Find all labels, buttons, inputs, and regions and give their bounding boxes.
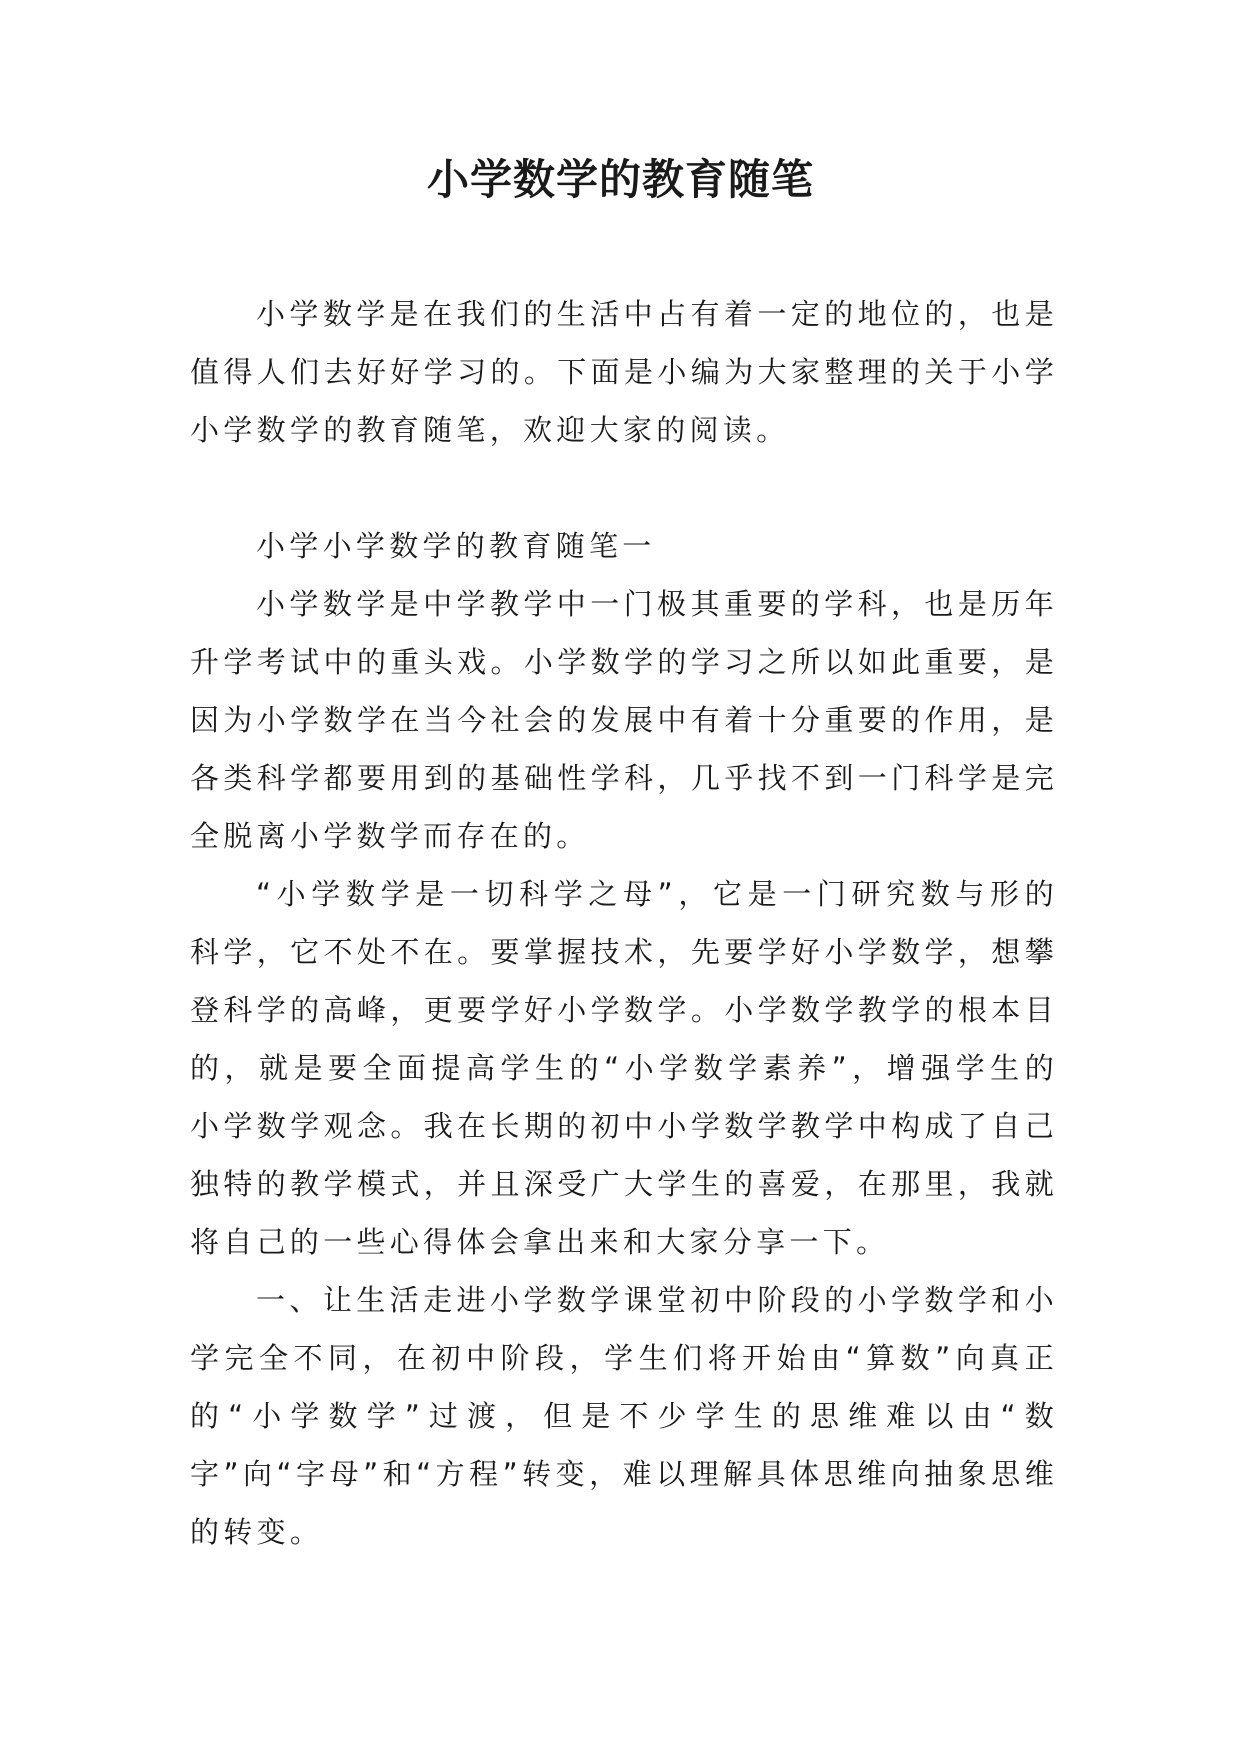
document-title: 小学数学的教育随笔 <box>426 155 814 204</box>
body-paragraph-2: “小学数学是一切科学之母”，它是一门研究数与形的科学，它不处不在。要掌握技术，先要学好小学数学，想攀登科学的高峰，更要学好小学数学。小学数学教学的根本目的，就是要全面提高学生的“小学数学素养”，增强学生的小学数学观念。我在长期的初中小学数学教学中构成了自己独特的教学模式，并且深受广大学生的喜爱，在那里，我就将自己的一些心得体会拿出来和大家分享一下。 <box>190 877 1058 1259</box>
body-paragraph-3: 一、让生活走进小学数学课堂初中阶段的小学数学和小学完全不同，在初中阶段，学生们将开始由“算数”向真正的“小学数学”过渡，但是不少学生的思维难以由“数字”向“字母”和“方程”转变，难以理解具体思维向抽象思维的转变。 <box>190 1283 1058 1549</box>
paragraph-spacer <box>190 459 1058 517</box>
intro-paragraph: 小学数学是在我们的生活中占有着一定的地位的，也是值得人们去好好学习的。下面是小编为大家整理的关于小学小学数学的教育随笔，欢迎大家的阅读。 <box>190 297 1058 447</box>
section-heading: 小学小学数学的教育随笔一 <box>256 529 656 563</box>
document-body <box>190 285 1058 1561</box>
body-paragraph-1: 小学数学是中学教学中一门极其重要的学科，也是历年升学考试中的重头戏。小学数学的学习之所以如此重要，是因为小学数学在当今社会的发展中有着十分重要的作用，是各类科学都要用到的基础性学科，几乎找不到一门科学是完全脱离小学数学而存在的。 <box>190 587 1058 853</box>
